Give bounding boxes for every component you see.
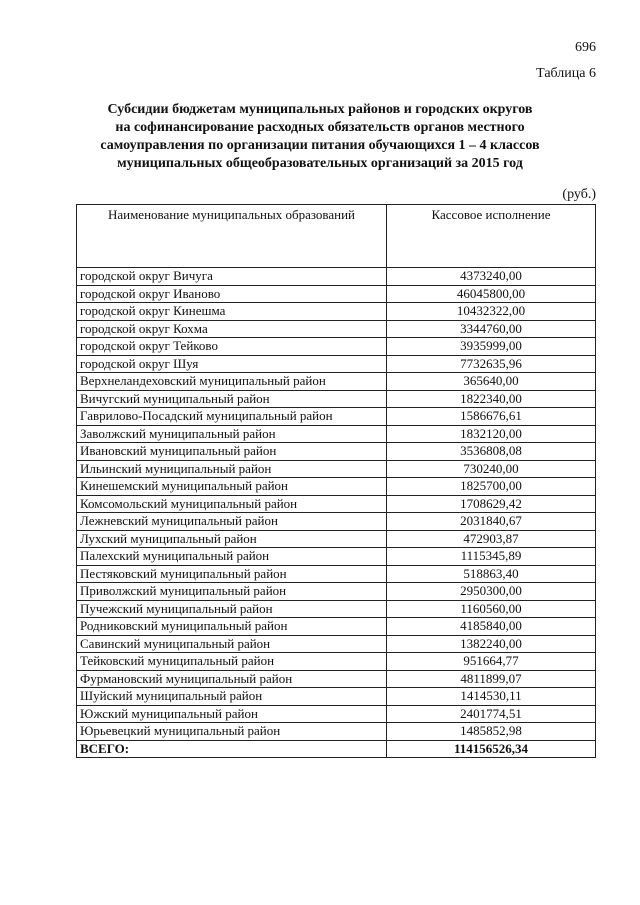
table-row <box>77 530 596 548</box>
title-line: на софинансирование расходных обязательств органов местного <box>115 120 525 135</box>
title-line: муниципальных общеобразовательных организаций за 2015 год <box>117 156 523 171</box>
table-row <box>77 723 596 741</box>
cash-execution-value: 7732635,96 <box>387 355 596 373</box>
cash-execution-value: 3935999,00 <box>387 338 596 356</box>
table-row <box>77 285 596 303</box>
municipality-name: городской округ Кинешма <box>77 303 387 321</box>
cash-execution-value: 1832120,00 <box>387 425 596 443</box>
municipality-name: Южский муниципальный район <box>77 705 387 723</box>
cash-execution-value: 3344760,00 <box>387 320 596 338</box>
table-row <box>77 495 596 513</box>
table-row <box>77 355 596 373</box>
total-label: ВСЕГО: <box>77 740 387 758</box>
cash-execution-value: 951664,77 <box>387 653 596 671</box>
municipality-name: Приволжский муниципальный район <box>77 583 387 601</box>
municipality-name: Заволжский муниципальный район <box>77 425 387 443</box>
municipality-name: городской округ Тейково <box>77 338 387 356</box>
table-row <box>77 320 596 338</box>
table-row <box>77 618 596 636</box>
cash-execution-value: 730240,00 <box>387 460 596 478</box>
table-row <box>77 303 596 321</box>
table-row <box>77 583 596 601</box>
municipality-name: Шуйский муниципальный район <box>77 688 387 706</box>
cash-execution-value: 1485852,98 <box>387 723 596 741</box>
municipality-name: Юрьевецкий муниципальный район <box>77 723 387 741</box>
title-line: самоуправления по организации питания обучающихся 1 – 4 классов <box>100 138 540 153</box>
cash-execution-value: 472903,87 <box>387 530 596 548</box>
cash-execution-value: 1115345,89 <box>387 548 596 566</box>
table-row <box>77 268 596 286</box>
table-row <box>77 460 596 478</box>
cash-execution-value: 1822340,00 <box>387 390 596 408</box>
municipality-name: Комсомольский муниципальный район <box>77 495 387 513</box>
table-row <box>77 513 596 531</box>
table-row <box>77 705 596 723</box>
header-value-column: Кассовое исполнение <box>387 205 596 268</box>
document-title <box>70 101 570 173</box>
title-line: Субсидии бюджетам муниципальных районов и городских округов <box>107 102 533 117</box>
cash-execution-value: 1160560,00 <box>387 600 596 618</box>
table-row <box>77 688 596 706</box>
cash-execution-value: 2950300,00 <box>387 583 596 601</box>
cash-execution-value: 1586676,61 <box>387 408 596 426</box>
table-row <box>77 478 596 496</box>
municipality-name: Савинский муниципальный район <box>77 635 387 653</box>
municipality-name: Фурмановский муниципальный район <box>77 670 387 688</box>
table-row <box>77 390 596 408</box>
cash-execution-value: 46045800,00 <box>387 285 596 303</box>
table-row <box>77 338 596 356</box>
cash-execution-value: 2031840,67 <box>387 513 596 531</box>
total-value: 114156526,34 <box>387 740 596 758</box>
table-row <box>77 670 596 688</box>
cash-execution-value: 4373240,00 <box>387 268 596 286</box>
cash-execution-value: 3536808,08 <box>387 443 596 461</box>
municipality-name: Родниковский муниципальный район <box>77 618 387 636</box>
municipality-name: городской округ Иваново <box>77 285 387 303</box>
cash-execution-value: 1382240,00 <box>387 635 596 653</box>
table-body <box>77 268 596 758</box>
cash-execution-value: 4185840,00 <box>387 618 596 636</box>
municipality-name: Лухский муниципальный район <box>77 530 387 548</box>
table-row <box>77 408 596 426</box>
municipality-name: городской округ Вичуга <box>77 268 387 286</box>
municipality-name: Верхнеландеховский муниципальный район <box>77 373 387 391</box>
subsidy-table <box>76 204 596 758</box>
table-row <box>77 443 596 461</box>
municipality-name: Пучежский муниципальный район <box>77 600 387 618</box>
municipality-name: Гаврилово-Посадский муниципальный район <box>77 408 387 426</box>
cash-execution-value: 1414530,11 <box>387 688 596 706</box>
cash-execution-value: 10432322,00 <box>387 303 596 321</box>
cash-execution-value: 4811899,07 <box>387 670 596 688</box>
unit-label: (руб.) <box>562 187 596 202</box>
cash-execution-value: 2401774,51 <box>387 705 596 723</box>
table-header-row <box>77 205 596 268</box>
municipality-name: Ивановский муниципальный район <box>77 443 387 461</box>
municipality-name: Ильинский муниципальный район <box>77 460 387 478</box>
table-label: Таблица 6 <box>536 66 596 81</box>
table-row <box>77 425 596 443</box>
municipality-name: Кинешемский муниципальный район <box>77 478 387 496</box>
municipality-name: городской округ Шуя <box>77 355 387 373</box>
municipality-name: Вичугский муниципальный район <box>77 390 387 408</box>
table-row <box>77 373 596 391</box>
header-name-column: Наименование муниципальных образований <box>77 205 387 268</box>
municipality-name: Палехский муниципальный район <box>77 548 387 566</box>
municipality-name: городской округ Кохма <box>77 320 387 338</box>
table-row <box>77 565 596 583</box>
page-number: 696 <box>575 40 596 55</box>
municipality-name: Тейковский муниципальный район <box>77 653 387 671</box>
cash-execution-value: 1825700,00 <box>387 478 596 496</box>
table-row <box>77 635 596 653</box>
table-row <box>77 548 596 566</box>
cash-execution-value: 518863,40 <box>387 565 596 583</box>
cash-execution-value: 365640,00 <box>387 373 596 391</box>
total-row <box>77 740 596 758</box>
municipality-name: Лежневский муниципальный район <box>77 513 387 531</box>
table-row <box>77 600 596 618</box>
table-row <box>77 653 596 671</box>
cash-execution-value: 1708629,42 <box>387 495 596 513</box>
municipality-name: Пестяковский муниципальный район <box>77 565 387 583</box>
